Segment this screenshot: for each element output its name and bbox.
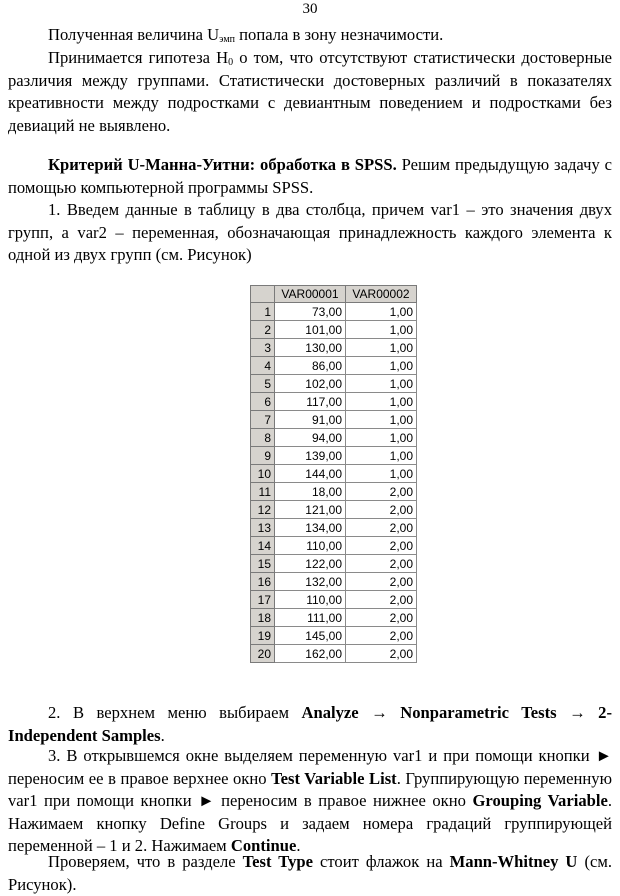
var2-cell[interactable]: 2,00 [346, 519, 417, 537]
var2-cell[interactable]: 1,00 [346, 447, 417, 465]
table-row [251, 447, 417, 465]
row-number-cell[interactable]: 13 [251, 519, 275, 537]
section-heading: Критерий U-Манна-Уитни: обработка в SPSS. [48, 155, 397, 174]
row-number-cell[interactable]: 14 [251, 537, 275, 555]
row-number-cell[interactable]: 19 [251, 627, 275, 645]
grid-body [251, 303, 417, 663]
var2-cell[interactable]: 2,00 [346, 645, 417, 663]
row-number-cell[interactable]: 16 [251, 573, 275, 591]
table-row [251, 465, 417, 483]
para7-text-c: стоит флажок на [313, 852, 450, 871]
para6-text-e: . [296, 836, 301, 856]
menu-path: Analyze → Nonparametric Tests → 2-Independent Samples [8, 703, 612, 745]
para6-text-d: . Нажимаем кнопку Define Groups и задаем номера градаций группирующей переменной – 1 и 2. Нажимаем [8, 791, 612, 856]
table-row [251, 573, 417, 591]
row-number-cell[interactable]: 15 [251, 555, 275, 573]
var2-cell[interactable]: 1,00 [346, 465, 417, 483]
table-row [251, 393, 417, 411]
table-row [251, 321, 417, 339]
para6-text-c: . Группирующую переменную var1 при помощи кнопки ► переносим в правое нижнее окно [8, 768, 612, 811]
spss-data-grid [250, 285, 417, 663]
var1-cell[interactable]: 110,00 [275, 591, 346, 609]
grouping-variable-term: Grouping Variable [472, 791, 608, 811]
var1-cell[interactable]: 91,00 [275, 411, 346, 429]
table-row [251, 555, 417, 573]
row-number-cell[interactable]: 4 [251, 357, 275, 375]
var1-cell[interactable]: 134,00 [275, 519, 346, 537]
row-number-cell[interactable]: 7 [251, 411, 275, 429]
table-row [251, 501, 417, 519]
var2-cell[interactable]: 1,00 [346, 375, 417, 393]
para5-text-a: 2. В верхнем меню выбираем [48, 703, 302, 722]
var1-cell[interactable]: 145,00 [275, 627, 346, 645]
var1-cell[interactable]: 101,00 [275, 321, 346, 339]
table-row [251, 429, 417, 447]
table-row [251, 537, 417, 555]
var1-cell[interactable]: 130,00 [275, 339, 346, 357]
var1-cell[interactable]: 117,00 [275, 393, 346, 411]
para1-text-a: Полученная величина U [48, 25, 220, 44]
var1-cell[interactable]: 110,00 [275, 537, 346, 555]
page-number: 30 [302, 1, 318, 17]
para2-subscript: 0 [228, 57, 234, 68]
grid-header-row [251, 286, 417, 303]
paragraph-test-type [8, 851, 612, 896]
table-row [251, 375, 417, 393]
para2-text-b: о том, что отсутствуют статистически достоверные различия между группами. Статистически достоверных различий в показателях креативности между подростками с девиантным поведением и подростками без девиаций не выявлено. [8, 48, 612, 135]
var1-cell[interactable]: 18,00 [275, 483, 346, 501]
row-number-cell[interactable]: 8 [251, 429, 275, 447]
para6-text-a: 3. В открывшемся окне выделяем переменную var1 и при помощи кнопки ► переносим ее в правое верхнее окно [8, 746, 612, 788]
row-number-cell[interactable]: 11 [251, 483, 275, 501]
table-row [251, 591, 417, 609]
mann-whitney-term: Mann-Whitney U [449, 852, 578, 871]
row-number-cell[interactable]: 17 [251, 591, 275, 609]
var2-cell[interactable]: 2,00 [346, 555, 417, 573]
test-type-term: Test Type [242, 852, 313, 871]
var2-cell[interactable]: 1,00 [346, 411, 417, 429]
column-header-var2[interactable]: VAR00002 [346, 286, 417, 303]
test-variable-list-term: Test Variable List [271, 768, 397, 788]
table-row [251, 339, 417, 357]
table-row [251, 357, 417, 375]
row-number-cell[interactable]: 6 [251, 393, 275, 411]
paragraph-spss-heading [8, 154, 612, 199]
paragraph-step3 [8, 745, 612, 858]
var2-cell[interactable]: 2,00 [346, 627, 417, 645]
row-number-cell[interactable]: 1 [251, 303, 275, 321]
para7-text-d: (см. Рисунок). [8, 852, 612, 894]
table-row [251, 609, 417, 627]
row-number-cell[interactable]: 3 [251, 339, 275, 357]
para1-text-b: попала в зону незначимости. [235, 25, 444, 44]
paragraph-step2 [8, 702, 612, 747]
var1-cell[interactable]: 139,00 [275, 447, 346, 465]
paragraph-step1: 1. Введем данные в таблицу в два столбца, причем var1 – это значения двух групп, а var2 – переменная, обозначающая принадлежность каждого элемента к одной из двух групп (см. Рисунок) [8, 200, 612, 265]
table-row [251, 519, 417, 537]
var1-cell[interactable]: 111,00 [275, 609, 346, 627]
paragraph-result [8, 24, 612, 47]
table-row [251, 645, 417, 663]
var1-cell[interactable]: 121,00 [275, 501, 346, 519]
table-row [251, 627, 417, 645]
var2-cell[interactable]: 2,00 [346, 501, 417, 519]
para3-text: Решим предыдущую задачу с помощью компьютерной программы SPSS. [8, 155, 612, 197]
var1-cell[interactable]: 94,00 [275, 429, 346, 447]
var1-cell[interactable]: 102,00 [275, 375, 346, 393]
para5-text-c: . [160, 725, 165, 745]
var2-cell[interactable]: 2,00 [346, 573, 417, 591]
paragraph-hypothesis [8, 47, 612, 137]
var1-cell[interactable]: 162,00 [275, 645, 346, 663]
var2-cell[interactable]: 1,00 [346, 429, 417, 447]
var1-cell[interactable]: 122,00 [275, 555, 346, 573]
para1-subscript: эмп [219, 34, 236, 45]
var2-cell[interactable]: 1,00 [346, 321, 417, 339]
row-number-cell[interactable]: 20 [251, 645, 275, 663]
row-number-cell[interactable]: 9 [251, 447, 275, 465]
var2-cell[interactable]: 1,00 [346, 303, 417, 321]
continue-term: Continue [230, 836, 297, 856]
para7-text-a: Проверяем, что в разделе [48, 852, 243, 871]
var1-cell[interactable]: 86,00 [275, 357, 346, 375]
para2-text-a: Принимается гипотеза H [48, 48, 229, 67]
grid-corner-cell[interactable] [251, 286, 275, 303]
var1-cell[interactable]: 132,00 [275, 573, 346, 591]
row-number-cell[interactable]: 2 [251, 321, 275, 339]
row-number-cell[interactable]: 12 [251, 501, 275, 519]
row-number-cell[interactable]: 5 [251, 375, 275, 393]
row-number-cell[interactable]: 10 [251, 465, 275, 483]
var1-cell[interactable]: 73,00 [275, 303, 346, 321]
column-header-var1[interactable]: VAR00001 [275, 286, 346, 303]
var2-cell[interactable]: 1,00 [346, 357, 417, 375]
var1-cell[interactable]: 144,00 [275, 465, 346, 483]
var2-cell[interactable]: 1,00 [346, 393, 417, 411]
var2-cell[interactable]: 2,00 [346, 609, 417, 627]
var2-cell[interactable]: 1,00 [346, 339, 417, 357]
var2-cell[interactable]: 2,00 [346, 591, 417, 609]
table-row [251, 303, 417, 321]
row-number-cell[interactable]: 18 [251, 609, 275, 627]
table-row [251, 483, 417, 501]
table-row [251, 411, 417, 429]
var2-cell[interactable]: 2,00 [346, 537, 417, 555]
var2-cell[interactable]: 2,00 [346, 483, 417, 501]
